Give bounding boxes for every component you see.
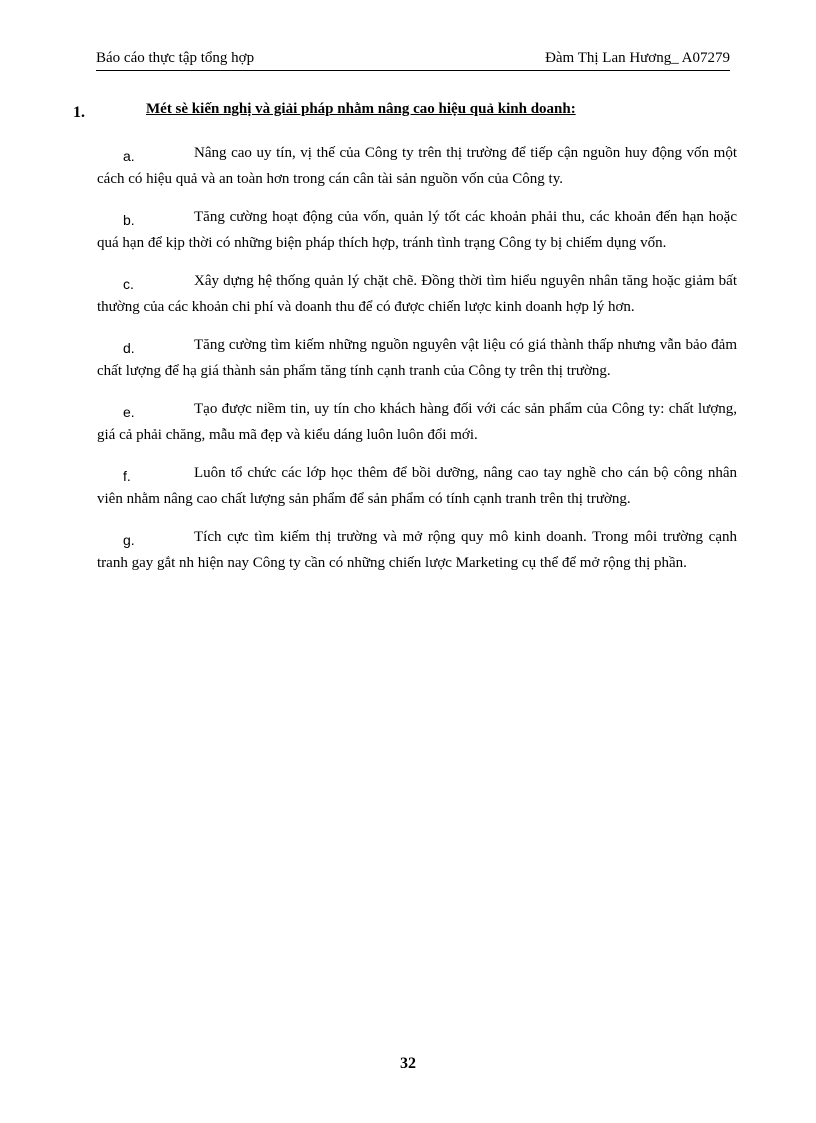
list-item-text: Xây dựng hệ thống quản lý chặt chẽ. Đồng thời tìm hiểu nguyên nhân tăng hoặc giảm bất thường của các khoản chi phí và doanh thu để có được chiến lược kinh doanh hợp lý hơn.: [97, 273, 737, 315]
list-item-letter: a.: [123, 148, 135, 164]
page-header: [96, 48, 730, 71]
list-item: [97, 396, 737, 448]
list-item: [97, 268, 737, 320]
page-number: 32: [400, 1055, 416, 1072]
recommendation-list: [97, 140, 737, 588]
header-report-title: Báo cáo thực tập tổng hợp: [96, 50, 255, 66]
list-item-letter: d.: [123, 340, 135, 356]
header-author: Đàm Thị Lan Hương_ A07279: [545, 50, 730, 66]
section-number: 1.: [73, 104, 85, 121]
list-item-text: Nâng cao uy tín, vị thế của Công ty trên thị trường để tiếp cận nguồn huy động vốn một cách có hiệu quả và an toàn hơn trong cán cân tài sản nguồn vốn của Công ty.: [97, 145, 737, 187]
list-item: [97, 460, 737, 512]
list-item-text: Tăng cường tìm kiếm những nguồn nguyên vật liệu có giá thành thấp nhưng vẫn bảo đảm chất lượng để hạ giá thành sản phẩm tăng tính cạnh tranh của Công ty trên thị trường.: [97, 337, 737, 379]
list-item: [97, 332, 737, 384]
list-item-letter: e.: [123, 404, 135, 420]
list-item: [97, 524, 737, 576]
list-item-text: Tạo được niềm tin, uy tín cho khách hàng đối với các sản phẩm của Công ty: chất lượng, giá cả phải chăng, mẫu mã đẹp và kiểu dáng luôn luôn đổi mới.: [97, 401, 737, 443]
list-item-text: Luôn tổ chức các lớp học thêm để bồi dưỡng, nâng cao tay nghề cho cán bộ công nhân viên nhằm nâng cao chất lượng sản phẩm để sản phẩm có tính cạnh tranh trên thị trường.: [97, 465, 737, 507]
list-item: [97, 204, 737, 256]
list-item-letter: b.: [123, 212, 135, 228]
list-item-letter: f.: [123, 468, 131, 484]
list-item-text: Tăng cường hoạt động của vốn, quản lý tốt các khoản phải thu, các khoản đến hạn hoặc quá hạn để kịp thời có những biện pháp thích hợp, tránh tình trạng Công ty bị chiếm dụng vốn.: [97, 209, 737, 251]
list-item-letter: g.: [123, 532, 135, 548]
list-item-letter: c.: [123, 276, 134, 292]
list-item: [97, 140, 737, 192]
list-item-text: Tích cực tìm kiếm thị trường và mở rộng quy mô kinh doanh. Trong môi trường cạnh tranh gay gắt nh hiện nay Công ty cần có những chiến lược Marketing cụ thể để mở rộng thị phần.: [97, 529, 737, 571]
section-title: Mét sè kiến nghị và giải pháp nhằm nâng cao hiệu quả kinh doanh:: [146, 101, 576, 117]
